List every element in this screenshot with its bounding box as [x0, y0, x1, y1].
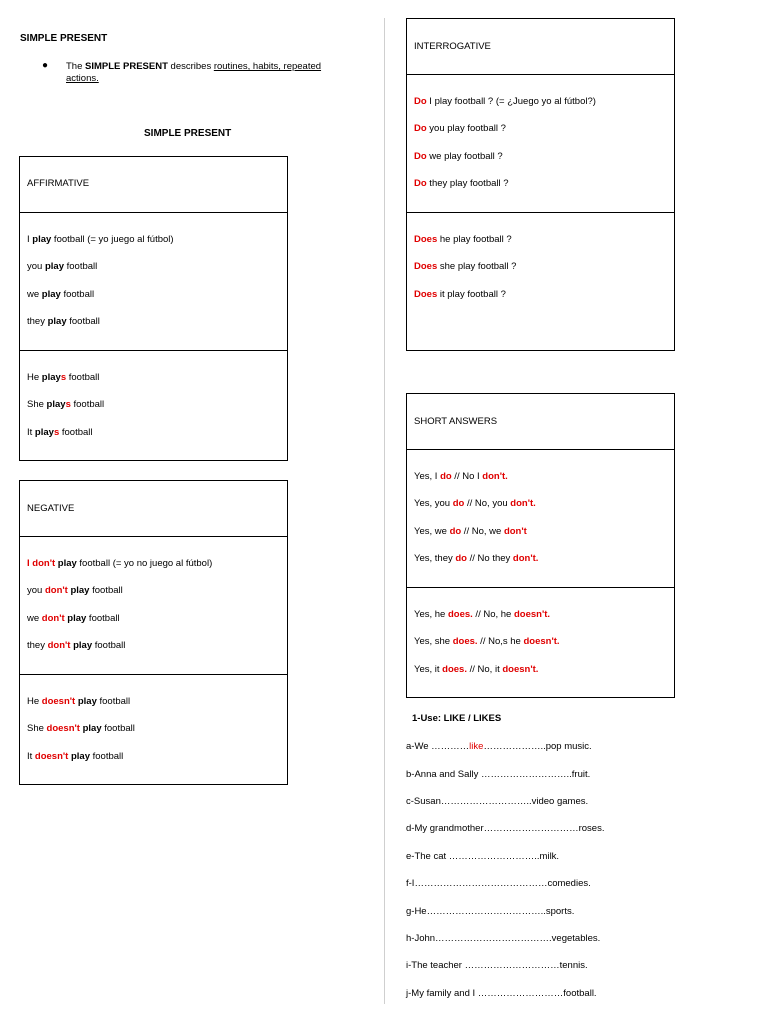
- section-divider: [20, 350, 287, 351]
- negative-label: NEGATIVE: [27, 503, 75, 514]
- section-divider: [407, 449, 674, 450]
- section-divider: [20, 536, 287, 537]
- interrogative-line: Does she play football ?: [414, 261, 517, 272]
- exercise-item: c-Susan………………………..video games.: [406, 796, 589, 807]
- negative-line: you don't play football: [27, 585, 123, 596]
- interrogative-line: Does he play football ?: [414, 234, 512, 245]
- section-divider: [407, 587, 674, 588]
- exercise-item: a-We …………like………………..pop music.: [406, 741, 592, 752]
- exercise-item: d-My grandmother…………………………roses.: [406, 823, 605, 834]
- negative-table: [19, 480, 288, 785]
- page-heading: SIMPLE PRESENT: [20, 33, 108, 44]
- negative-line: It doesn't play football: [27, 751, 124, 762]
- section-divider: [20, 674, 287, 675]
- section-divider: [20, 212, 287, 213]
- interrogative-line: Do they play football ?: [414, 178, 509, 189]
- affirmative-line: It plays football: [27, 427, 93, 438]
- short-answer-line: Yes, they do // No they don't.: [414, 553, 539, 564]
- bullet-text: The SIMPLE PRESENT describes routines, habits, repeated actions.: [66, 61, 322, 84]
- exercise-item: b-Anna and Sally ………………………..fruit.: [406, 769, 591, 780]
- short-answer-line: Yes, she does. // No,s he doesn't.: [414, 636, 560, 647]
- interrogative-line: Do you play football ?: [414, 123, 506, 134]
- affirmative-label: AFFIRMATIVE: [27, 178, 90, 189]
- interrogative-line: Does it play football ?: [414, 289, 506, 300]
- interrogative-label: INTERROGATIVE: [414, 41, 491, 52]
- short-answer-line: Yes, you do // No, you don't.: [414, 498, 536, 509]
- exercise-item: h-John……………………………….vegetables.: [406, 933, 601, 944]
- interrogative-line: Do I play football ? (= ¿Juego yo al fútbol?): [414, 96, 596, 107]
- negative-line: He doesn't play football: [27, 696, 131, 707]
- affirmative-line: She plays football: [27, 399, 105, 410]
- section-divider: [407, 74, 674, 75]
- interrogative-table: [406, 18, 675, 351]
- exercise-item: e-The cat ………………………..milk.: [406, 851, 560, 862]
- section-divider: [407, 212, 674, 213]
- affirmative-line: they play football: [27, 316, 100, 327]
- negative-line: She doesn't play football: [27, 723, 135, 734]
- short-answer-line: Yes, he does. // No, he doesn't.: [414, 609, 551, 620]
- exercise-item: f-I……………………………………comedies.: [406, 878, 591, 889]
- affirmative-line: I play football (= yo juego al fútbol): [27, 234, 174, 245]
- exercise-item: g-He………………………………..sports.: [406, 906, 575, 917]
- affirmative-table: [19, 156, 288, 461]
- bullet-icon: ●: [42, 60, 49, 71]
- exercise-item: j-My family and I ………………………football.: [406, 988, 597, 999]
- affirmative-line: you play football: [27, 261, 98, 272]
- center-title: SIMPLE PRESENT: [144, 128, 232, 139]
- short-answer-line: Yes, it does. // No, it doesn't.: [414, 664, 539, 675]
- affirmative-line: He plays football: [27, 372, 100, 383]
- short-answer-line: Yes, I do // No I don't.: [414, 471, 508, 482]
- negative-line: I don't play football (= yo no juego al fútbol): [27, 558, 213, 569]
- negative-line: we don't play football: [27, 613, 120, 624]
- negative-line: they don't play football: [27, 640, 126, 651]
- affirmative-line: we play football: [27, 289, 95, 300]
- short-answer-line: Yes, we do // No, we don't: [414, 526, 527, 537]
- column-divider: [384, 18, 385, 1004]
- exercise-title: 1-Use: LIKE / LIKES: [412, 713, 502, 724]
- short-answers-label: SHORT ANSWERS: [414, 416, 498, 427]
- interrogative-line: Do we play football ?: [414, 151, 503, 162]
- exercise-item: i-The teacher …………………………tennis.: [406, 960, 588, 971]
- short-answers-table: [406, 393, 675, 698]
